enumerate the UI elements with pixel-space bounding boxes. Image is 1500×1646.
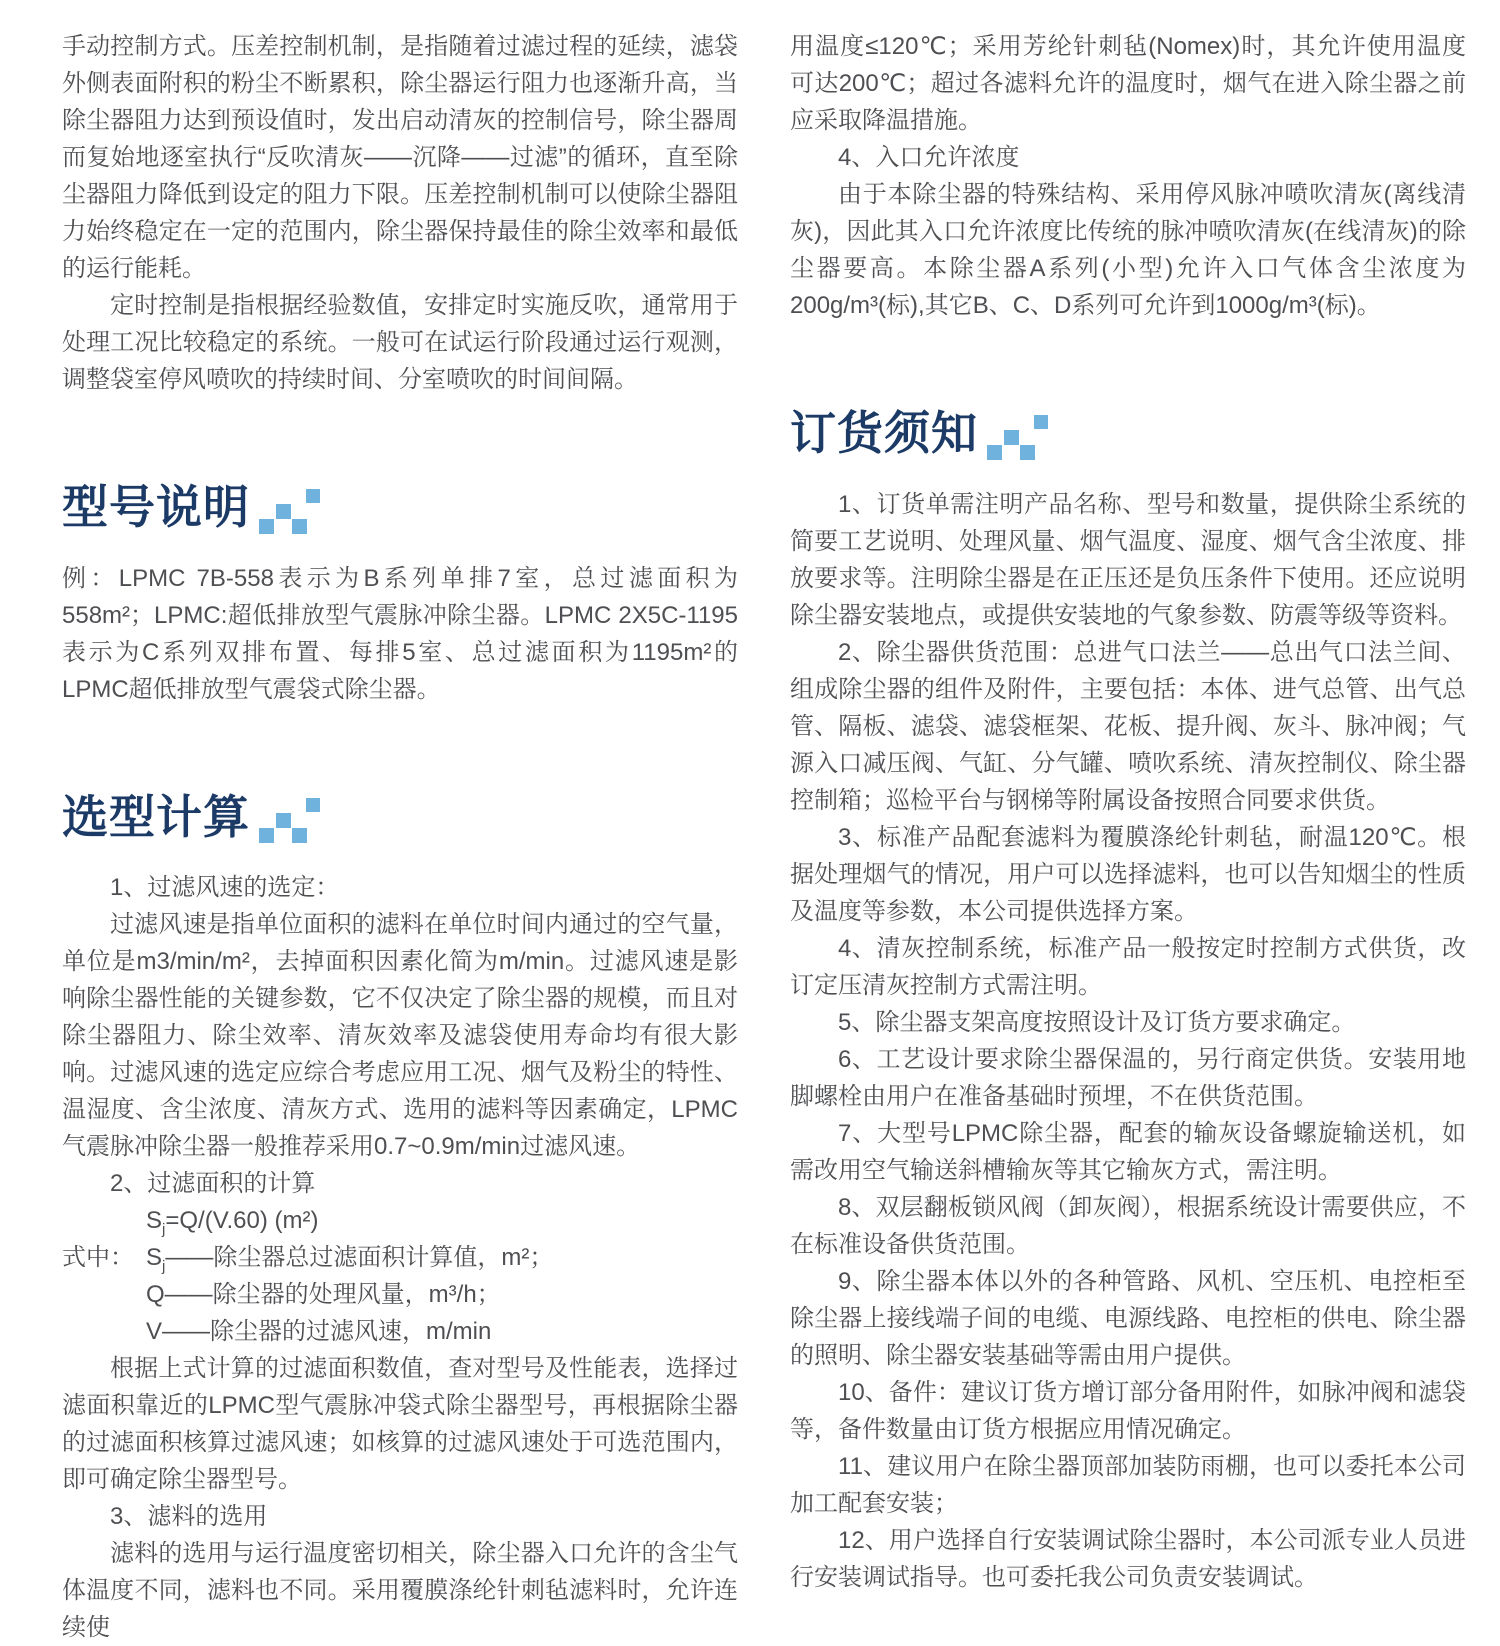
section-heading-ordering bbox=[790, 408, 1466, 460]
selection-item-1-heading: 1、过滤风速的选定： bbox=[110, 874, 340, 902]
section-heading-selection bbox=[62, 792, 738, 844]
order-item-3: 3、标准产品配套滤料为覆膜涤纶针刺毡，耐温120℃。根据处理烟气的情况，用户可以选择滤料，也可以告知烟尘的性质及温度等参数，本公司提供选择方案。 bbox=[790, 823, 1466, 925]
formula-spacer bbox=[62, 1276, 146, 1313]
section-title-model: 型号说明 bbox=[62, 481, 250, 533]
selection-item-2-paragraph: 根据上式计算的过滤面积数值，查对型号及性能表，选择过滤面积靠近的LPMC型气震脉冲袋式除尘器型号，再根据除尘器的过滤面积核算过滤风速；如核算的过滤风速处于可选范围内，即可确定除尘器型号。 bbox=[62, 1355, 738, 1494]
selection-item-4-heading: 4、入口允许浓度 bbox=[838, 144, 1020, 171]
formula-spacer bbox=[62, 1313, 146, 1350]
model-example-paragraph: 例：LPMC 7B-558表示为B系列单排7室，总过滤面积为558m²；LPMC:超低排放型气震脉冲除尘器。LPMC 2X5C-1195表示为C系列双排布置、每排5室、总过滤面积为1195m²的LPMC超低排放型气震袋式除尘器。 bbox=[62, 564, 738, 703]
order-item-12: 12、用户选择自行安装调试除尘器时，本公司派专业人员进行安装调试指导。也可委托我公司负责安装调试。 bbox=[790, 1526, 1466, 1591]
order-item-8: 8、双层翻板锁风阀（卸灰阀），根据系统设计需要供应，不在标准设备供货范围。 bbox=[790, 1193, 1466, 1258]
left-column bbox=[62, 28, 738, 1642]
right-column bbox=[790, 28, 1466, 1591]
selection-item-1-paragraph: 过滤风速是指单位面积的滤料在单位时间内通过的空气量，单位是m3/min/m²，去掉面积因素化简为m/min。过滤风速是影响除尘器性能的关键参数，它不仅决定了除尘器的规模，而且对除尘器阻力、除尘效率、清灰效率及滤袋使用寿命均有很大影响。过滤风速的选定应综合考虑应用工况、烟气及粉尘的特性、温湿度、含尘浓度、清灰方式、选用的滤料等因素确定，LPMC气震脉冲除尘器一般推荐采用0.7~0.9m/min过滤风速。 bbox=[62, 911, 738, 1161]
formula-where-label: 式中： bbox=[62, 1244, 134, 1272]
intro-paragraph-1: 手动控制方式。压差控制机制，是指随着过滤过程的延续，滤袋外侧表面附积的粉尘不断累积，除尘器运行阻力也逐渐升高，当除尘器阻力达到预设值时，发出启动清灰的控制信号，除尘器周而复始地逐室执行“反吹清灰——沉降——过滤”的循环，直至除尘器阻力降低到设定的阻力下限。压差控制机制可以使除尘器阻力始终稳定在一定的范围内，除尘器保持最佳的除尘效率和最低的运行能耗。 bbox=[62, 33, 738, 282]
order-item-7: 7、大型号LPMC除尘器，配套的输灰设备螺旋输送机，如需改用空气输送斜槽输灰等其它输灰方式，需注明。 bbox=[790, 1119, 1466, 1184]
squares-decoration-icon bbox=[259, 489, 321, 534]
squares-decoration-icon bbox=[987, 415, 1049, 460]
formula-expression: $S_j=Q/(V.60)$ (m²) bbox=[146, 1207, 319, 1238]
section-title-ordering: 订货须知 bbox=[790, 407, 978, 459]
formula-block bbox=[62, 1202, 738, 1350]
formula-spacer bbox=[62, 1202, 146, 1239]
continuation-paragraph: 用温度≤120℃；采用芳纶针刺毡(Nomex)时，其允许使用温度可达200℃；超过各滤料允许的温度时，烟气在进入除尘器之前应采取降温措施。 bbox=[790, 33, 1466, 134]
order-item-2: 2、除尘器供货范围：总进气口法兰——总出气口法兰间、组成除尘器的组件及附件，主要包括：本体、进气总管、出气总管、隔板、滤袋、滤袋框架、花板、提升阀、灰斗、脉冲阀；气源入口减压阀、气缸、分气罐、喷吹系统、清灰控制仪、除尘器控制箱；巡检平台与钢梯等附属设备按照合同要求供货。 bbox=[790, 638, 1466, 814]
order-item-9: 9、除尘器本体以外的各种管路、风机、空压机、电控柜至除尘器上接线端子间的电缆、电源线路、电控柜的供电、除尘器的照明、除尘器安装基础等需由用户提供。 bbox=[790, 1267, 1466, 1369]
order-item-10: 10、备件：建议订货方增订部分备用附件，如脉冲阀和滤袋等，备件数量由订货方根据应用情况确定。 bbox=[790, 1378, 1466, 1443]
selection-item-3-paragraph: 滤料的选用与运行温度密切相关，除尘器入口允许的含尘气体温度不同，滤料也不同。采用覆膜涤纶针刺毡滤料时，允许连续使 bbox=[62, 1540, 738, 1642]
selection-item-2-heading: 2、过滤面积的计算 bbox=[110, 1170, 316, 1198]
order-item-4: 4、清灰控制系统，标准产品一般按定时控制方式供货，改订定压清灰控制方式需注明。 bbox=[790, 934, 1466, 999]
section-title-selection: 选型计算 bbox=[62, 790, 250, 843]
order-item-1: 1、订货单需注明产品名称、型号和数量，提供除尘系统的简要工艺说明、处理风量、烟气温度、湿度、烟气含尘浓度、排放要求等。注明除尘器是在正压还是负压条件下使用。还应说明除尘器安装地点，或提供安装地的气象参数、防震等级等资料。 bbox=[790, 490, 1466, 629]
order-item-5: 5、除尘器支架高度按照设计及订货方要求确定。 bbox=[838, 1008, 1356, 1036]
formula-definition-q: Q——除尘器的处理风量，m³/h； bbox=[146, 1281, 501, 1309]
order-item-11: 11、建议用户在除尘器顶部加装防雨棚，也可以委托本公司加工配套安装； bbox=[790, 1452, 1466, 1517]
selection-item-4-paragraph: 由于本除尘器的特殊结构、采用停风脉冲喷吹清灰(离线清灰)，因此其入口允许浓度比传统的脉冲喷吹清灰(在线清灰)的除尘器要高。本除尘器A系列(小型)允许入口气体含尘浓度为200g/m³(标),其它B、C、D系列可允许到1000g/m³(标)。 bbox=[790, 181, 1466, 319]
formula-definition-v: V——除尘器的过滤风速，m/min bbox=[146, 1318, 492, 1346]
intro-paragraph-2: 定时控制是指根据经验数值，安排定时实施反吹，通常用于处理工况比较稳定的系统。一般可在试运行阶段通过运行观测，调整袋室停风喷吹的持续时间、分室喷吹的时间间隔。 bbox=[62, 292, 738, 393]
formula-definition-sj: $S_j——$除尘器总过滤面积计算值，m²； bbox=[146, 1244, 554, 1275]
section-heading-model bbox=[62, 482, 738, 534]
squares-decoration-icon bbox=[259, 798, 321, 843]
order-item-6: 6、工艺设计要求除尘器保温的，另行商定供货。安装用地脚螺栓由用户在准备基础时预埋，不在供货范围。 bbox=[790, 1045, 1466, 1110]
selection-item-3-heading: 3、滤料的选用 bbox=[110, 1503, 268, 1531]
